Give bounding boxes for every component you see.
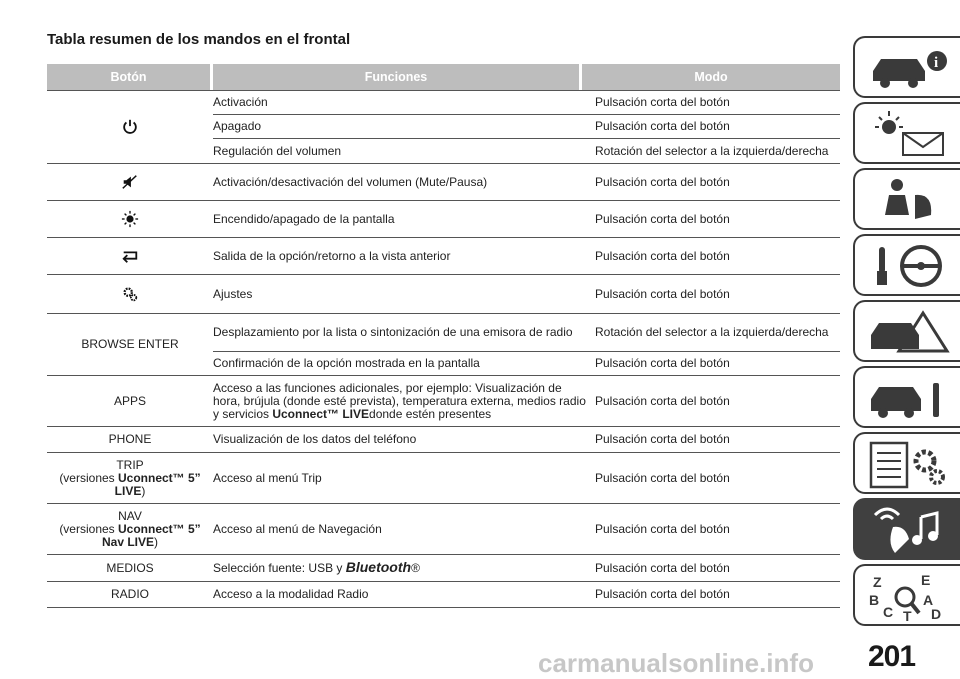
function-cell: Apagado xyxy=(213,119,262,133)
settings-icon xyxy=(121,285,139,303)
function-cell: Visualización de los datos del teléfono xyxy=(213,432,417,446)
table-row-apps xyxy=(47,375,840,426)
tab-driving[interactable] xyxy=(853,234,960,296)
mode-cell: Pulsación corta del botón xyxy=(595,470,730,485)
table-row-settings xyxy=(47,274,840,313)
svg-text:Z: Z xyxy=(873,574,882,590)
screen-brightness-icon xyxy=(121,210,139,228)
mode-cell: Pulsación corta del botón xyxy=(595,174,730,189)
header-modo: Modo xyxy=(582,64,840,90)
svg-text:T: T xyxy=(903,608,912,621)
mode-cell: Pulsación corta del botón xyxy=(595,119,730,133)
tab-emergency[interactable] xyxy=(853,300,960,362)
mode-cell: Pulsación corta del botón xyxy=(595,248,730,263)
mode-cell: Pulsación corta del botón xyxy=(595,356,730,370)
function-cell: Activación xyxy=(213,95,268,109)
function-cell: Acceso a las funciones adicionales, por ejemplo: Visualización de hora, brújula (donde esté prevista), temperatura externa, medios radio y servicios Uconnect™ LIVEdonde estén presentes xyxy=(213,380,586,421)
mode-cell: Rotación del selector a la izquierda/derecha xyxy=(595,143,829,158)
warning-lights-icon xyxy=(865,109,955,159)
header-boton: Botón xyxy=(47,64,210,90)
function-cell: Acceso a la modalidad Radio xyxy=(213,587,369,601)
driving-icon xyxy=(865,241,955,291)
maintenance-icon xyxy=(865,373,955,423)
svg-text:A: A xyxy=(923,592,934,608)
button-label: NAV (versiones Uconnect™ 5” Nav LIVE) xyxy=(59,508,201,549)
mode-cell: Pulsación corta del botón xyxy=(595,560,730,575)
mode-cell: Pulsación corta del botón xyxy=(595,286,730,301)
svg-text:B: B xyxy=(869,592,880,608)
emergency-icon xyxy=(865,307,955,357)
function-cell: Salida de la opción/retorno a la vista anterior xyxy=(213,248,451,263)
mode-cell: Pulsación corta del botón xyxy=(595,95,730,109)
tab-technical-data[interactable] xyxy=(853,432,960,494)
tab-warning-lights[interactable] xyxy=(853,102,960,164)
bluetooth-brand: Bluetooth xyxy=(345,559,412,575)
tab-maintenance[interactable] xyxy=(853,366,960,428)
table-row-medios xyxy=(47,554,840,581)
car-info-icon xyxy=(865,43,955,93)
table-row-back xyxy=(47,237,840,274)
svg-text:i: i xyxy=(934,55,939,71)
tab-car-info[interactable] xyxy=(853,36,960,98)
table-row-mute xyxy=(47,163,840,200)
mode-cell: Pulsación corta del botón xyxy=(595,432,730,446)
mute-icon xyxy=(121,173,139,191)
header-funciones: Funciones xyxy=(213,64,579,90)
watermark: carmanualsonline.info xyxy=(538,648,814,678)
controls-table xyxy=(47,64,840,608)
back-icon xyxy=(121,247,139,265)
tab-multimedia[interactable] xyxy=(853,498,960,560)
button-label: RADIO xyxy=(110,587,149,601)
page-number: 201 xyxy=(868,640,916,673)
function-cell: Desplazamiento por la lista o sintonización de una emisora de radio xyxy=(213,325,573,339)
table-row-power xyxy=(47,90,840,163)
button-label: BROWSE ENTER xyxy=(81,337,179,351)
button-label: APPS xyxy=(113,393,146,408)
function-cell: Ajustes xyxy=(213,286,253,301)
function-cell: Activación/desactivación del volumen (Mute/Pausa) xyxy=(213,174,488,189)
mode-cell: Pulsación corta del botón xyxy=(595,211,730,226)
mode-cell: Pulsación corta del botón xyxy=(595,393,730,408)
table-header xyxy=(47,64,840,90)
multimedia-icon xyxy=(865,505,955,555)
table-row-browse-enter xyxy=(47,313,840,375)
function-cell: Confirmación de la opción mostrada en la pantalla xyxy=(213,356,480,370)
mode-cell: Rotación del selector a la izquierda/derecha xyxy=(595,325,829,339)
table-row-screen xyxy=(47,200,840,237)
button-label: MEDIOS xyxy=(106,560,154,575)
index-icon xyxy=(865,571,955,621)
technical-data-icon xyxy=(865,439,955,489)
tab-index[interactable] xyxy=(853,564,960,626)
page-title: Tabla resumen de los mandos en el frontal xyxy=(47,31,351,48)
tab-safety[interactable] xyxy=(853,168,960,230)
svg-text:C: C xyxy=(883,604,894,620)
power-icon xyxy=(121,118,139,136)
function-cell: Regulación del volumen xyxy=(213,143,342,158)
table-row-radio xyxy=(47,581,840,608)
svg-text:D: D xyxy=(931,606,942,621)
function-cell: Encendido/apagado de la pantalla xyxy=(213,211,395,226)
function-cell: Acceso al menú de Navegación xyxy=(213,521,382,536)
button-label: PHONE xyxy=(108,432,152,446)
mode-cell: Pulsación corta del botón xyxy=(595,587,730,601)
table-row-nav xyxy=(47,503,840,554)
table-row-trip xyxy=(47,452,840,503)
function-cell: Acceso al menú Trip xyxy=(213,470,322,485)
function-cell: Selección fuente: USB y Bluetooth® xyxy=(213,559,420,575)
button-label: TRIP (versiones Uconnect™ 5” LIVE) xyxy=(59,457,201,498)
mode-cell: Pulsación corta del botón xyxy=(595,521,730,536)
safety-icon xyxy=(865,175,955,225)
svg-text:E: E xyxy=(921,572,931,588)
table-row-phone xyxy=(47,426,840,452)
